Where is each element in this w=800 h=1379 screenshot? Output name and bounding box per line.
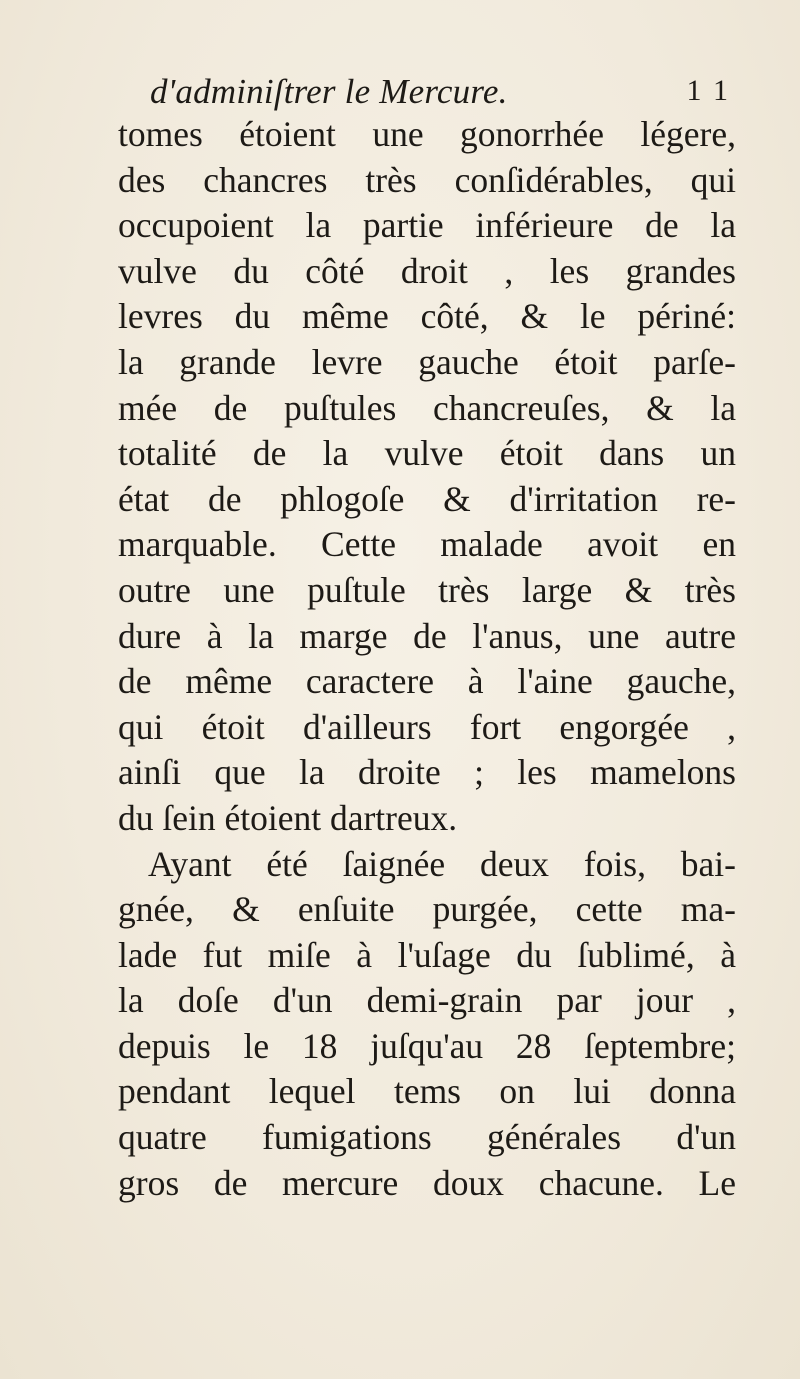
text-line: du ſein étoient dartreux. <box>118 797 458 838</box>
text-line: vulve du côté droit , les grandes <box>118 250 736 291</box>
text-line: mée de puſtules chancreuſes, & la <box>118 387 736 428</box>
text-line: occupoient la partie inférieure de la <box>118 205 736 246</box>
page-number: 1 1 <box>686 74 730 107</box>
text-line: la doſe d'un demi-grain par jour , <box>118 980 736 1021</box>
text-line: levres du même côté, & le périné: <box>118 296 736 337</box>
text-line: marquable. Cette malade avoit en <box>118 524 736 565</box>
running-title: d'adminiſtrer le Mercure. <box>150 72 508 111</box>
text-line: depuis le 18 juſqu'au 28 ſeptembre; <box>118 1025 736 1066</box>
text-line: quatre fumigations générales d'un <box>118 1117 736 1158</box>
text-line: dure à la marge de l'anus, une autre <box>118 615 736 656</box>
text-line: tomes étoient une gonorrhée légere, <box>118 114 736 154</box>
text-line: totalité de la vulve étoit dans un <box>118 433 736 474</box>
body-text <box>118 112 736 1206</box>
text-line: lade fut miſe à l'uſage du ſublimé, à <box>118 934 736 975</box>
text-line: la grande levre gauche étoit parſe- <box>118 341 736 382</box>
text-line: gros de mercure doux chacune. Le <box>118 1162 736 1203</box>
text-line: outre une puſtule très large & très <box>118 569 736 610</box>
text-line: gnée, & enſuite purgée, cette ma- <box>118 889 736 930</box>
text-line: de même caractere à l'aine gauche, <box>118 661 736 702</box>
text-line: qui étoit d'ailleurs fort engorgée , <box>118 706 736 747</box>
text-line: pendant lequel tems on lui donna <box>118 1071 736 1112</box>
text-line: état de phlogoſe & d'irritation re- <box>118 478 736 519</box>
text-line: des chancres très conſidérables, qui <box>118 159 736 200</box>
text-line: ainſi que la droite ; les mamelons <box>118 752 736 793</box>
text-line: Ayant été ſaignée deux fois, bai- <box>148 843 736 884</box>
